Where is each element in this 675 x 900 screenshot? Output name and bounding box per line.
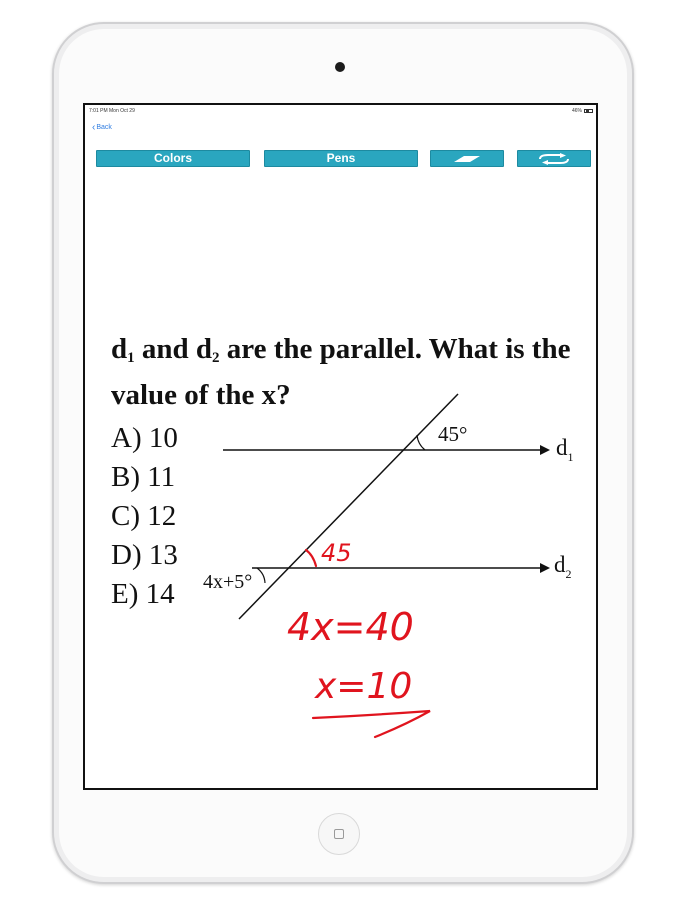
angle-arc-top [417, 435, 425, 450]
status-time: 7:01 PM Mon Oct 29 [89, 108, 135, 114]
home-square-icon [334, 829, 344, 839]
option-c[interactable]: C) 12 [111, 500, 177, 532]
option-d[interactable]: D) 13 [111, 539, 178, 571]
pens-button[interactable]: Pens [264, 150, 418, 167]
handwritten-equation: 4x=40 [287, 605, 414, 649]
arrow-d2 [540, 563, 550, 573]
app-screen [83, 103, 598, 790]
option-e[interactable]: E) 14 [111, 578, 175, 610]
handwritten-angle-arc [306, 550, 316, 566]
angle-bottom-label: 4x+5° [203, 571, 253, 593]
parallel-lines-diagram [85, 105, 596, 788]
option-a[interactable]: A) 10 [111, 422, 178, 454]
back-label: Back [96, 124, 112, 131]
handwritten-answer: x=10 [315, 666, 413, 707]
d1-label: $d_1$ [556, 435, 574, 464]
colors-button[interactable]: Colors [96, 150, 250, 167]
arrow-d1 [540, 445, 550, 455]
d2-label: $d_2$ [554, 552, 572, 581]
chevron-left-icon: ‹ [92, 122, 96, 133]
home-button[interactable] [318, 813, 360, 855]
option-b[interactable]: B) 11 [111, 461, 176, 493]
angle-top-label: 45° [438, 422, 468, 446]
handwritten-angle-note: 45 [321, 539, 352, 567]
angle-arc-bottom [257, 568, 265, 583]
handwritten-underline [313, 711, 430, 737]
question-text: $d_1$ and $d_2$ are the parallel. What is the value of the x? [111, 333, 571, 411]
battery-percent: 46% [571, 108, 582, 114]
transversal-line [239, 394, 458, 619]
front-camera [335, 62, 345, 72]
